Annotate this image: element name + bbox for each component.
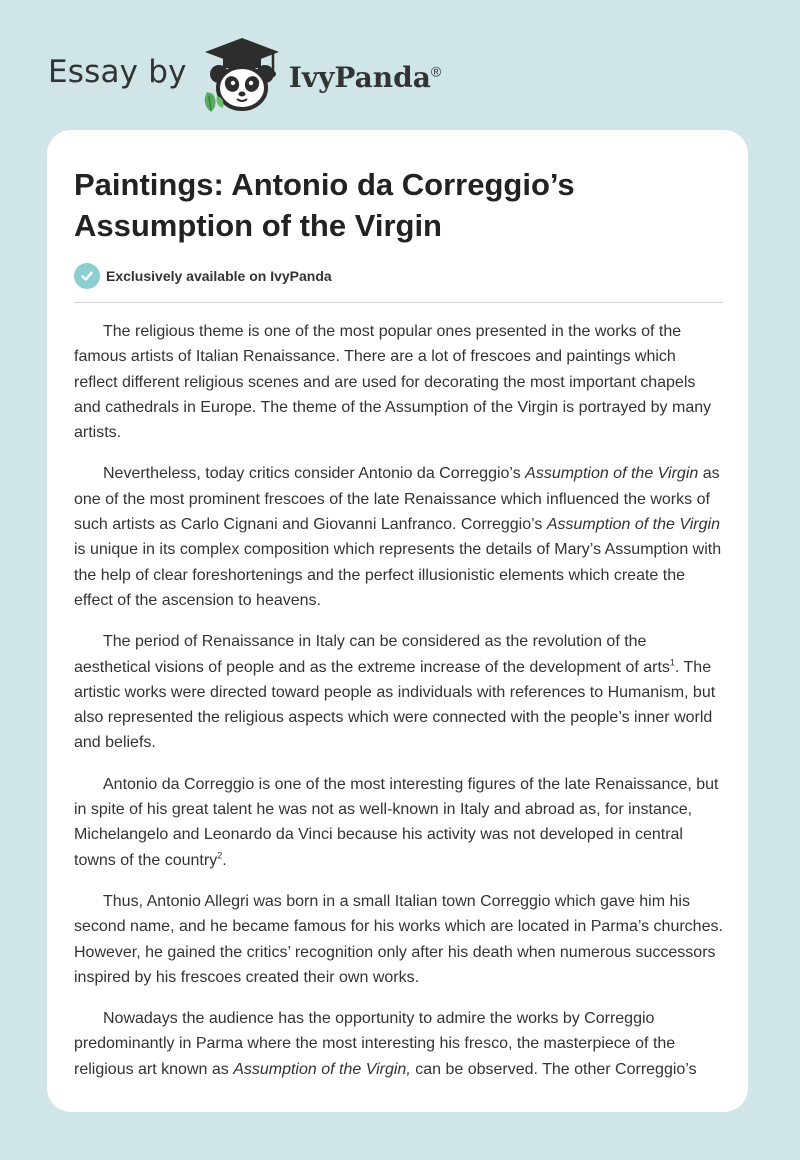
essay-by-label: Essay by bbox=[48, 54, 187, 90]
page-title: Paintings: Antonio da Correggio’s Assumption of the Virgin bbox=[74, 167, 575, 243]
paragraph: The period of Renaissance in Italy can be considered as the revolution of the aesthetical visions of people and as the extreme increase of the development of arts$^1$. The artistic works were directed toward people as individuals with references to Humanism, but also represented the religious aspects which were connected with the people’s inner world and beliefs. bbox=[74, 633, 716, 752]
exclusive-badge bbox=[74, 263, 332, 289]
paragraph: Thus, Antonio Allegri was born in a small Italian town Correggio which gave him his second name, and he became famous for his works which are located in Parma’s churches. However, he gained the critics’ recognition only after his death when numerous successors inspired by his frescoes created their own works. bbox=[74, 892, 723, 986]
trademark-symbol: ® bbox=[430, 63, 442, 80]
brand-name[interactable]: IvyPanda® bbox=[288, 60, 442, 94]
badge-label: Exclusively available on IvyPanda bbox=[106, 268, 332, 284]
paragraph: Antonio da Correggio is one of the most interesting figures of the late Renaissance, but in spite of his great talent he was not as well-known in Italy and abroad as, for instance, Michelangelo and Leonardo da Vinci because his activity was not developed in central towns of the country$^2$. bbox=[74, 775, 719, 869]
artwork-title: Assumption of the Virgin bbox=[525, 465, 699, 483]
divider bbox=[74, 302, 723, 303]
artwork-title: Assumption of the Virgin bbox=[546, 516, 720, 534]
paragraph: The religious theme is one of the most popular ones presented in the works of the famous artists of Italian Renaissance. There are a lot of frescoes and paintings which reflect different religious scenes and are used for decorating the most important chapels and cathedrals in Europe. The theme of the Assumption of the Virgin is portrayed by many artists. bbox=[74, 323, 712, 442]
panda-logo-icon[interactable] bbox=[199, 34, 285, 114]
essay-body bbox=[74, 319, 723, 1098]
site-header bbox=[48, 34, 441, 114]
paragraph: Nowadays the audience has the opportunity to admire the works by Correggio predominantly in Parma where the most interesting his fresco, the masterpiece of the religious art known as Assumption of the Virgin, can be observed. The other Correggio’s bbox=[74, 1010, 697, 1078]
footnote-ref[interactable]: 1 bbox=[669, 657, 675, 668]
check-icon bbox=[74, 263, 100, 289]
essay-card bbox=[47, 130, 748, 1112]
artwork-title: Assumption of the Virgin, bbox=[233, 1060, 411, 1078]
paragraph: Nevertheless, today critics consider Antonio da Correggio’s Assumption of the Virgin as one of the most prominent frescoes of the late Renaissance which influenced the works of such artists as Carlo Cignani and Giovanni Lanfranco. Correggio’s Assumption of the Virgin is unique in its complex composition which represents the details of Mary’s Assumption with the help of clear foreshortenings and the perfect illusionistic elements which create the effect of the ascension to heavens. bbox=[74, 465, 722, 609]
footnote-ref[interactable]: 2 bbox=[217, 850, 223, 861]
